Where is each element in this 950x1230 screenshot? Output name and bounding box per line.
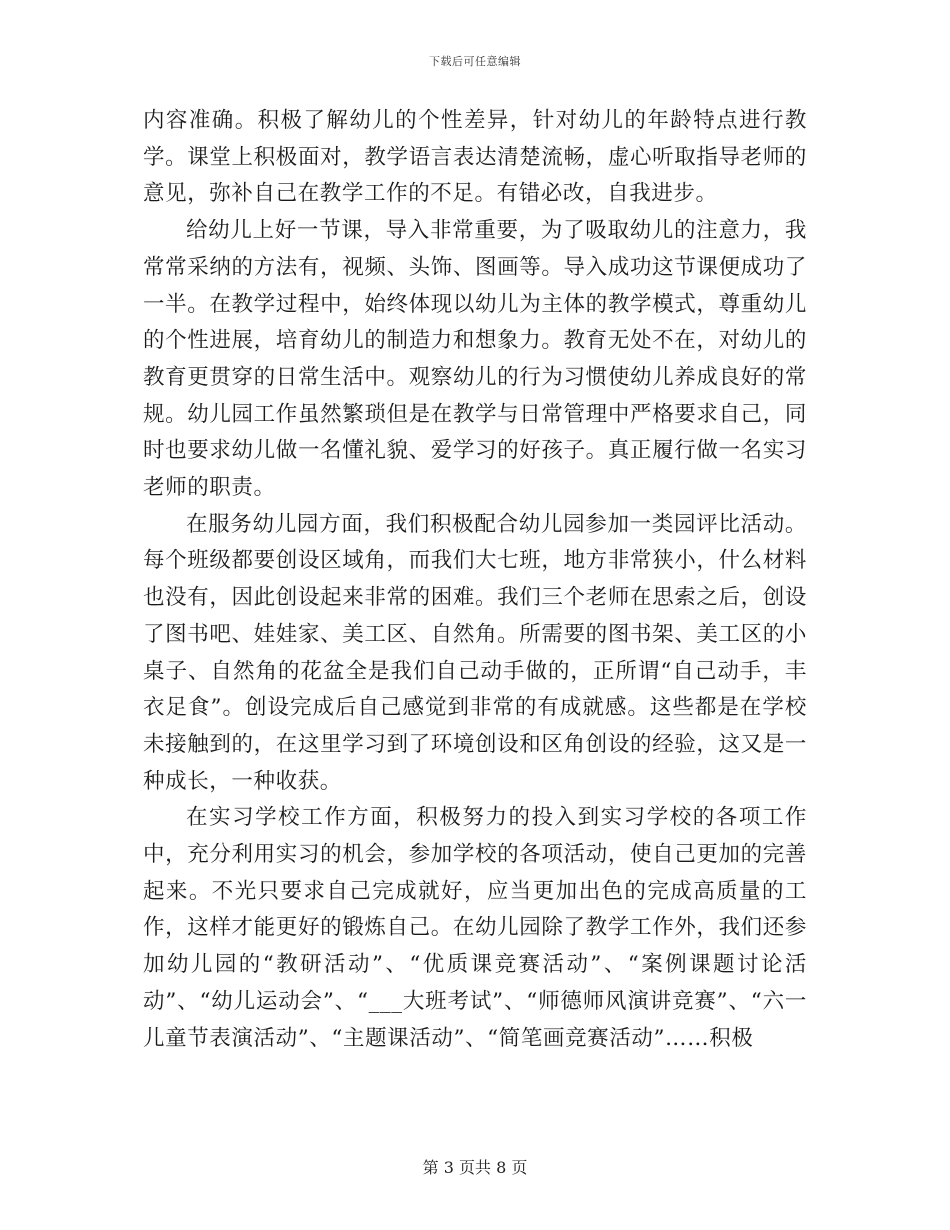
page-header-note: 下载后可任意编辑 — [429, 55, 521, 68]
paragraph-continued: 内容准确。积极了解幼儿的个性差异，针对幼儿的年龄特点进行教学。课堂上积极面对，教学语言表达清楚流畅，虚心听取指导老师的意见，弥补自己在教学工作的不足。有错必改，自我进步。 — [143, 108, 807, 207]
paragraph-kindergarten-service: 在服务幼儿园方面，我们积极配合幼儿园参加一类园评比活动。每个班级都要创设区域角，而我们大七班，地方非常狭小，什么材料也没有，因此创设起来非常的困难。我们三个老师在思索之后，创设了图书吧、娃娃家、美工区、自然角。所需要的图书架、美工区的小桌子、自然角的花盆全是我们自己动手做的，正所谓“自己动手，丰衣足食”。创设完成后自己感觉到非常的有成就感。这些都是在学校未接触到的，在这里学习到了环境创设和区角创设的经验，这又是一种成长，一种收获。 — [143, 511, 807, 794]
paragraph-school-work: 在实习学校工作方面，积极努力的投入到实习学校的各项工作中，充分利用实习的机会，参加学校的各项活动，使自己更加的完善起来。不光只要求自己完成就好，应当更加出色的完成高质量的工作，这样才能更好的锻炼自己。在幼儿园除了教学工作外，我们还参加幼儿园的“教研活动”、“优质课竞赛活动”、“案例课题讨论活动”、“幼儿运动会”、“___大班考试”、“师德师风演讲竞赛”、“六一儿童节表演活动”、“主题课活动”、“简笔画竞赛活动”……积极 — [143, 805, 807, 1051]
paragraph-lesson-intro: 给幼儿上好一节课，导入非常重要，为了吸取幼儿的注意力，我常常采纳的方法有，视频、头饰、图画等。导入成功这节课便成功了一半。在教学过程中，始终体现以幼儿为主体的教学模式，尊重幼儿的个性进展，培育幼儿的制造力和想象力。教育无处不在，对幼儿的教育更贯穿的日常生活中。观察幼儿的行为习惯使幼儿养成良好的常规。幼儿园工作虽然繁琐但是在教学与日常管理中严格要求自己，同时也要求幼儿做一名懂礼貌、爱学习的好孩子。真正履行做一名实习老师的职责。 — [143, 218, 807, 501]
document-body — [143, 103, 807, 1057]
page-number: 第 3 页共 8 页 — [422, 1158, 528, 1177]
